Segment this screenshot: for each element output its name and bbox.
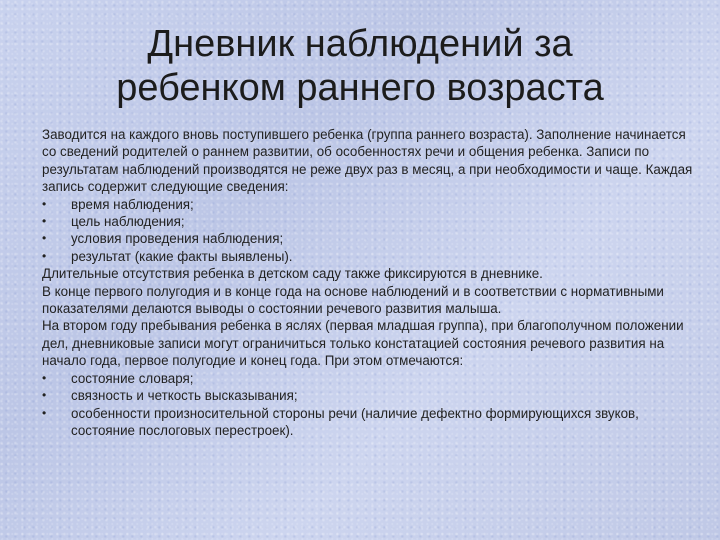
list-item-text: цель наблюдения; xyxy=(71,214,185,230)
list-item xyxy=(42,213,702,230)
list-item xyxy=(42,248,702,265)
list-item-text: связность и четкость высказывания; xyxy=(71,388,298,404)
speech-aspects-list xyxy=(42,370,702,440)
slide-title-line-1: Дневник наблюдений за xyxy=(147,23,573,65)
bullet-icon: • xyxy=(42,388,47,403)
slide-body xyxy=(42,126,702,439)
bullet-icon: • xyxy=(42,248,47,263)
bullet-icon: • xyxy=(42,370,47,385)
slide-title-line-2: ребенком раннего возраста xyxy=(116,67,604,109)
list-item-text: время наблюдения; xyxy=(71,196,194,212)
list-item xyxy=(42,405,702,440)
list-item xyxy=(42,196,702,213)
bullet-icon: • xyxy=(42,214,47,229)
list-item-text: состояние словаря; xyxy=(71,370,194,386)
list-item xyxy=(42,387,702,404)
absence-paragraph: Длительные отсутствия ребенка в детском саду также фиксируются в дневнике. xyxy=(42,266,543,282)
list-item xyxy=(42,230,702,247)
slide-title xyxy=(60,22,660,110)
second-year-paragraph: На втором году пребывания ребенка в яслях (первая младшая группа), при благополучном положении дел, дневниковые записи могут ограничиться только констатацией состояния речевого развития на начало года, первое полугодие и конец года. При этом отмечаются: xyxy=(42,318,684,369)
list-item xyxy=(42,370,702,387)
list-item-text: результат (какие факты выявлены). xyxy=(71,248,293,264)
bullet-icon: • xyxy=(42,405,47,420)
observation-fields-list xyxy=(42,196,702,266)
list-item-text: особенности произносительной стороны речи (наличие дефектно формирующихся звуков, состояние послоговых перестроек). xyxy=(71,405,639,438)
intro-paragraph: Заводится на каждого вновь поступившего ребенка (группа раннего возраста). Заполнение начинается со сведений родителей о раннем развитии, об особенностях речи и общения ребенка. Записи по результатам наблюдений производятся не реже двух раз в месяц, а при необходимости и чаще. Каждая запись содержит следующие сведения: xyxy=(42,127,693,195)
bullet-icon: • xyxy=(42,231,47,246)
bullet-icon: • xyxy=(42,196,47,211)
list-item-text: условия проведения наблюдения; xyxy=(71,231,284,247)
half-year-paragraph: В конце первого полугодия и в конце года на основе наблюдений и в соответствии с нормативными показателями делаются выводы о состоянии речевого развития малыша. xyxy=(42,283,664,317)
